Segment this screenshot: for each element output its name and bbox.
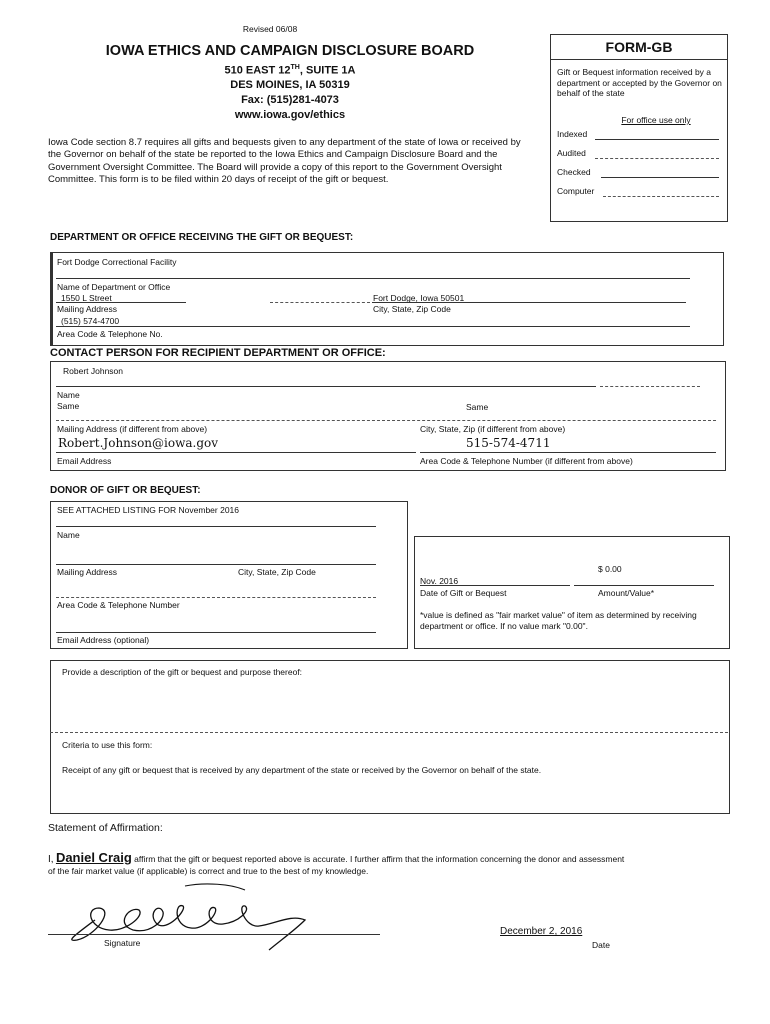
gift-date-label: Date of Gift or Bequest xyxy=(420,588,507,598)
computer-label: Computer xyxy=(557,186,595,196)
contact-mailing-label: Mailing Address (if different from above) xyxy=(57,424,208,434)
signature-date-value: December 2, 2016 xyxy=(500,926,583,937)
form-title: FORM-GB xyxy=(605,39,673,55)
intro-paragraph: Iowa Code section 8.7 requires all gifts and bequests given to any department of the state of Iowa or received by the Governor on behalf of the state be reported to the Iowa Ethics and Campaign Disclosure Board and the Government Oversight Committee. The Board will provide a copy of this report to the Government Oversight Committee. This form is to be filed within 20 days of receipt of the gift or bequest. xyxy=(48,137,521,185)
department-city-value: Fort Dodge, Iowa 50501 xyxy=(373,293,465,303)
signature-image xyxy=(55,880,335,960)
board-website: www.iowa.gov/ethics xyxy=(234,109,346,121)
board-fax: Fax: (515)281-4073 xyxy=(241,94,339,106)
contact-name-label: Name xyxy=(57,390,80,400)
board-title: IOWA ETHICS AND CAMPAIGN DISCLOSURE BOARD xyxy=(105,43,475,59)
donor-city-label: City, State, Zip Code xyxy=(238,567,316,577)
department-name-value: Fort Dodge Correctional Facility xyxy=(57,257,177,267)
affirmation-heading: Statement of Affirmation: xyxy=(48,822,163,834)
signature-date-label: Date xyxy=(592,940,610,950)
board-address-line2: DES MOINES, IA 50319 xyxy=(230,79,350,91)
department-mailing-label: Mailing Address xyxy=(57,304,118,314)
department-phone-label: Area Code & Telephone No. xyxy=(57,329,163,339)
contact-email-label: Email Address xyxy=(57,456,112,466)
donor-name-label: Name xyxy=(57,530,80,540)
indexed-label: Indexed xyxy=(557,129,588,139)
audited-label: Audited xyxy=(557,148,586,158)
affirmation-statement-line2: of the fair market value (if applicable) is correct and true to the best of my knowledge. xyxy=(48,866,369,876)
donor-phone-label: Area Code & Telephone Number xyxy=(57,600,180,610)
contact-email-value: Robert.Johnson@iowa.gov xyxy=(58,436,219,450)
board-address-line1: 510 EAST 12TH, SUITE 1A xyxy=(224,64,356,77)
gift-value-note: *value is defined as "fair market value" of item as determined by receiving department or office. If no value mark "0.00". xyxy=(420,610,697,631)
checked-label: Checked xyxy=(557,167,591,177)
description-box xyxy=(50,660,730,814)
department-name-label: Name of Department or Office xyxy=(57,282,171,292)
signature-label: Signature xyxy=(104,938,141,948)
criteria-label: Criteria to use this form: xyxy=(62,740,153,750)
department-street-value: 1550 L Street xyxy=(61,293,112,303)
contact-city-label: City, State, Zip (if different from above) xyxy=(420,424,566,434)
department-heading: DEPARTMENT OR OFFICE RECEIVING THE GIFT OR BEQUEST: xyxy=(50,232,354,243)
contact-mailing-value: Same xyxy=(57,401,80,411)
form-id-box xyxy=(550,34,728,222)
contact-city-value: Same xyxy=(466,402,489,412)
office-use-label: For office use only xyxy=(621,115,691,125)
contact-phone-value: 515-574-4711 xyxy=(466,436,551,450)
department-phone-value: (515) 574-4700 xyxy=(61,316,120,326)
criteria-text: Receipt of any gift or bequest that is received by any department of the state or received by the Governor on behalf of the state. xyxy=(62,765,542,775)
gift-amount-value: $ 0.00 xyxy=(598,564,622,574)
contact-name-value: Robert Johnson xyxy=(63,366,124,376)
affirmation-statement: I, Daniel Craig affirm that the gift or bequest reported above is accurate. I further affirm that the information concerning the donor and assessment xyxy=(48,850,625,865)
contact-heading: CONTACT PERSON FOR RECIPIENT DEPARTMENT OR OFFICE: xyxy=(50,347,386,359)
revised-date: Revised 06/08 xyxy=(242,24,298,34)
affirmant-name: Daniel Craig xyxy=(55,850,132,865)
gift-date-value: Nov. 2016 xyxy=(420,576,459,586)
gift-amount-label: Amount/Value* xyxy=(598,588,655,598)
form-description: Gift or Bequest information received by a department or accepted by the Governor on behalf of the state xyxy=(557,67,722,98)
contact-phone-label: Area Code & Telephone Number (if different from above) xyxy=(420,456,633,466)
description-prompt: Provide a description of the gift or bequest and purpose thereof: xyxy=(62,667,303,677)
donor-email-label: Email Address (optional) xyxy=(57,635,150,645)
contact-box xyxy=(50,361,726,471)
department-city-label: City, State, Zip Code xyxy=(373,304,451,314)
donor-heading: DONOR OF GIFT OR BEQUEST: xyxy=(50,485,201,496)
donor-name-value: SEE ATTACHED LISTING FOR November 2016 xyxy=(57,505,240,515)
donor-mailing-label: Mailing Address xyxy=(57,567,118,577)
